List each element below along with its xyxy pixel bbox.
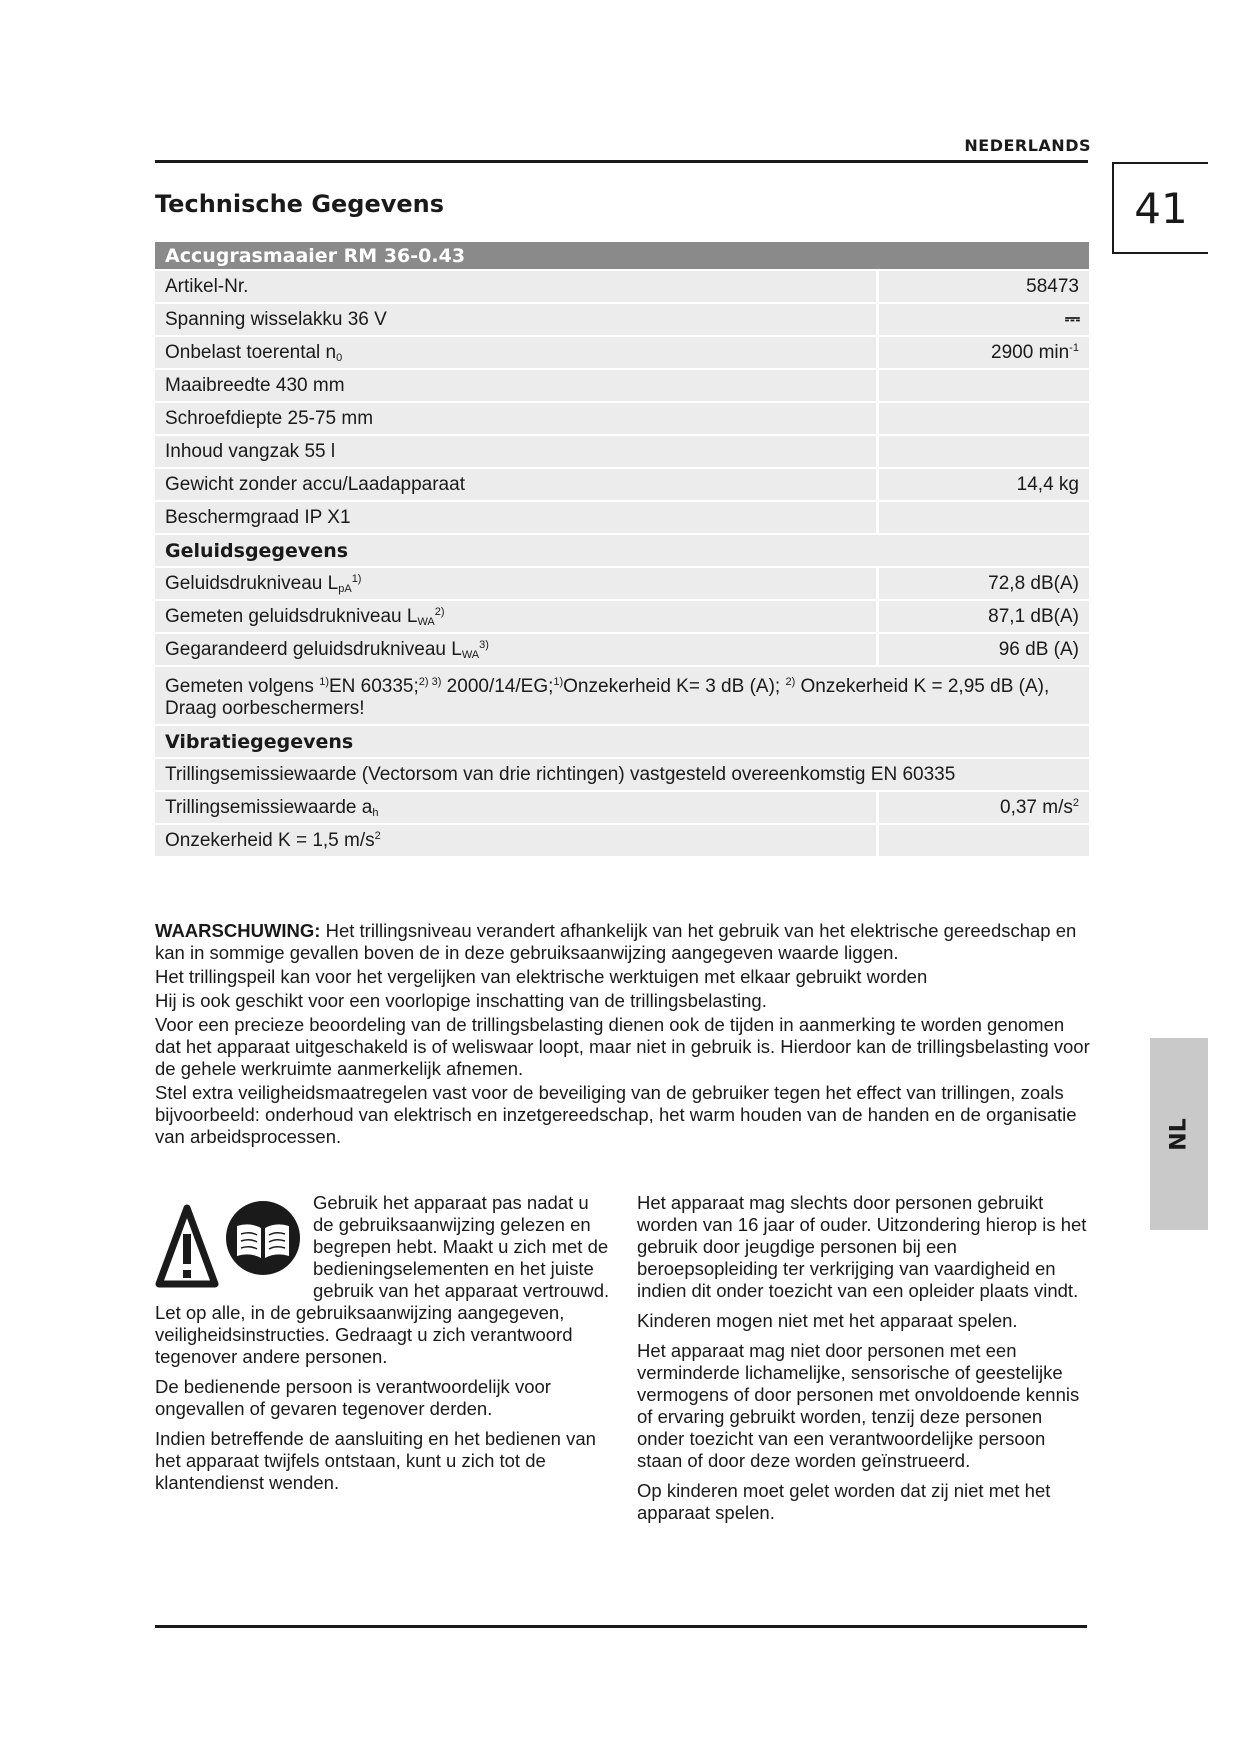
note-sup: 2) 3) <box>418 676 442 688</box>
table-row <box>155 370 1089 401</box>
table-row <box>155 403 1089 434</box>
note-text: Onzekerheid K = 2,95 dB (A), Draag oorbeschermers! <box>165 676 1050 719</box>
safety-paragraph: Gebruik het apparaat pas nadat u de gebruiksaanwijzing gelezen en begrepen hebt. Maakt u zich met de bedieningselementen en het juiste gebruik van het apparaat vertrouwd. Let op alle, in de gebruiksaanwijzing aangegeven, veiligheidsinstructies. Gedraagt u zich verantwoord tegenover andere personen. <box>155 1192 610 1367</box>
table-row <box>155 502 1089 533</box>
spec-label: Artikel-Nr. <box>155 271 876 302</box>
table-row <box>155 601 1089 632</box>
table-header-row <box>155 242 1089 269</box>
warning-text: Het trillingsniveau verandert afhankelijk van het gebruik van het elektrische gereedschap en kan in sommige gevallen boven de in deze gebruiksaanwijzing aangegeven waarde liggen. <box>155 920 1077 963</box>
spec-value <box>876 304 1089 335</box>
spec-label-sub: h <box>372 806 379 819</box>
page-number: 41 <box>1112 162 1208 254</box>
spec-label: Maaibreedte 430 mm <box>155 370 876 401</box>
note-sup: 1) <box>319 676 329 688</box>
spec-label-text: Onzekerheid K = 1,5 m/s <box>165 829 375 851</box>
spec-label <box>155 601 876 632</box>
section-heading-geluid: Geluidsgegevens <box>155 535 1089 566</box>
table-row <box>155 436 1089 467</box>
spec-value-sup: 2 <box>1072 796 1079 809</box>
spec-value: 87,1 dB(A) <box>876 601 1089 632</box>
spec-label-text: Geluidsdrukniveau L <box>165 572 339 594</box>
safety-column-right <box>637 1192 1090 1532</box>
table-row <box>155 825 1089 856</box>
spec-label-sub: WA <box>461 648 480 661</box>
bottom-rule <box>155 1625 1087 1628</box>
spec-label: Gewicht zonder accu/Laadapparaat <box>155 469 876 500</box>
spec-value: 96 dB (A) <box>876 634 1089 665</box>
spec-label-sup: 1) <box>351 572 362 585</box>
spec-label-text: Onbelast toerental n <box>165 341 337 363</box>
spec-value <box>876 337 1089 368</box>
spec-label-sup: 2) <box>434 605 445 618</box>
section-heading-vibratie: Vibratiegegevens <box>155 726 1089 757</box>
section-row <box>155 535 1089 566</box>
table-row <box>155 792 1089 823</box>
top-rule <box>155 160 1088 163</box>
spec-value: 72,8 dB(A) <box>876 568 1089 599</box>
note-sup: 2) <box>785 676 796 688</box>
section-row <box>155 726 1089 757</box>
spec-value <box>876 502 1089 533</box>
table-row <box>155 759 1089 790</box>
language-tab-label: NL <box>1166 1117 1192 1151</box>
note-text: 2000/14/EG; <box>441 676 554 697</box>
spec-label <box>155 825 876 856</box>
spec-value <box>876 792 1089 823</box>
table-row <box>155 469 1089 500</box>
spec-value <box>876 825 1089 856</box>
table-row <box>155 304 1089 335</box>
note-sup: 1) <box>553 676 564 688</box>
spec-label <box>155 568 876 599</box>
read-manual-icon <box>226 1201 300 1275</box>
measurement-note <box>155 667 1089 724</box>
table-row <box>155 271 1089 302</box>
spec-value-text: 2900 min <box>991 341 1070 363</box>
spec-label-text: Trillingsemissiewaarde a <box>165 796 373 818</box>
spec-label-sup: 2 <box>374 829 381 842</box>
spec-value <box>876 370 1089 401</box>
spec-table <box>155 240 1089 858</box>
table-row-note <box>155 667 1089 724</box>
warning-label: WAARSCHUWING: <box>155 920 321 941</box>
note-text: EN 60335; <box>328 676 419 697</box>
spec-label: Beschermgraad IP X1 <box>155 502 876 533</box>
product-heading: Accugrasmaaier RM 36-0.43 <box>155 242 1089 269</box>
warning-paragraph: Voor een precieze beoordeling van de trillingsbelasting dienen ook de tijden in aanmerking te worden genomen dat het apparaat uitgeschakeld is of weliswaar loopt, maar niet in gebruik is. Hierdoor kan de trillingsbelasting voor de gehele werkruimte aanmerkelijk afnemen. <box>155 1014 1090 1079</box>
spec-label-sub: pA <box>338 582 352 595</box>
spec-label: Inhoud vangzak 55 l <box>155 436 876 467</box>
safety-paragraph: Het apparaat mag slechts door personen gebruikt worden van 16 jaar of ouder. Uitzondering hierop is het gebruik door jeugdige personen bij een beroepsopleiding ter verkrijging van vaardigheid en indien dit onder toezicht van een opleider plaats vindt. <box>637 1192 1087 1301</box>
language-header: NEDERLANDS <box>964 136 1091 155</box>
spec-label: Schroefdiepte 25-75 mm <box>155 403 876 434</box>
spec-label <box>155 634 876 665</box>
table-row <box>155 337 1089 368</box>
spec-label-sup: 3) <box>479 638 489 651</box>
safety-paragraph: Op kinderen moet gelet worden dat zij niet met het apparaat spelen. <box>637 1480 1051 1523</box>
safety-column-left <box>155 1192 610 1502</box>
spec-value: 58473 <box>876 271 1089 302</box>
spec-label-sub: WA <box>417 615 435 628</box>
warning-paragraph: Het trillingspeil kan voor het vergelijken van elektrische werktuigen met elkaar gebruikt worden <box>155 966 928 987</box>
spec-label-sub: 0 <box>336 351 343 364</box>
note-prefix: Gemeten volgens <box>165 676 320 697</box>
spec-label <box>155 792 876 823</box>
spec-value <box>876 403 1089 434</box>
dc-current-icon: ⎓ <box>1064 308 1079 330</box>
spec-value-sup: -1 <box>1069 341 1079 354</box>
warning-paragraph: Stel extra veiligheidsmaatregelen vast voor de beveiliging van de gebruiker tegen het effect van trillingen, zoals bijvoorbeeld: onderhoud van elektrisch en inzetgereedschap, het warm houden van de handen en de organisatie van arbeidsprocessen. <box>155 1082 1077 1147</box>
safety-paragraph: Het apparaat mag niet door personen met een verminderde lichamelijke, sensorische of geestelijke vermogens of door personen met onvoldoende kennis of ervaring gebruikt worden, tenzij deze personen onder toezicht van een verantwoordelijke persoon staan of door deze worden geïnstrueerd. <box>637 1340 1080 1471</box>
spec-value <box>876 436 1089 467</box>
safety-paragraph: De bedienende persoon is verantwoordelijk voor ongevallen of gevaren tegenover derden. <box>155 1376 551 1419</box>
spec-value: 14,4 kg <box>876 469 1089 500</box>
safety-icons <box>155 1196 305 1296</box>
spec-label: Spanning wisselakku 36 V <box>155 304 876 335</box>
table-row <box>155 634 1089 665</box>
warning-triangle-icon <box>159 1208 215 1284</box>
note-text: Onzekerheid K= 3 dB (A); <box>563 676 786 697</box>
spec-label <box>155 337 876 368</box>
safety-paragraph: Indien betreffende de aansluiting en het bedienen van het apparaat twijfels ontstaan, kunt u zich tot de klantendienst wenden. <box>155 1428 596 1493</box>
spec-value-text: 0,37 m/s <box>1000 796 1073 818</box>
language-side-tab <box>1150 1038 1208 1230</box>
table-row <box>155 568 1089 599</box>
warning-paragraph <box>155 920 1090 964</box>
spec-label-text: Gegarandeerd geluidsdrukniveau L <box>165 638 462 660</box>
safety-paragraph: Kinderen mogen niet met het apparaat spelen. <box>637 1310 1018 1331</box>
spec-label: Trillingsemissiewaarde (Vectorsom van drie richtingen) vastgesteld overeenkomstig EN 60335 <box>155 759 1089 790</box>
page-title: Technische Gegevens <box>155 190 445 218</box>
spec-label-text: Gemeten geluidsdrukniveau L <box>165 605 418 627</box>
warning-paragraph: Hij is ook geschikt voor een voorlopige inschatting van de trillingsbelasting. <box>155 990 767 1011</box>
warning-block <box>155 920 1090 1150</box>
